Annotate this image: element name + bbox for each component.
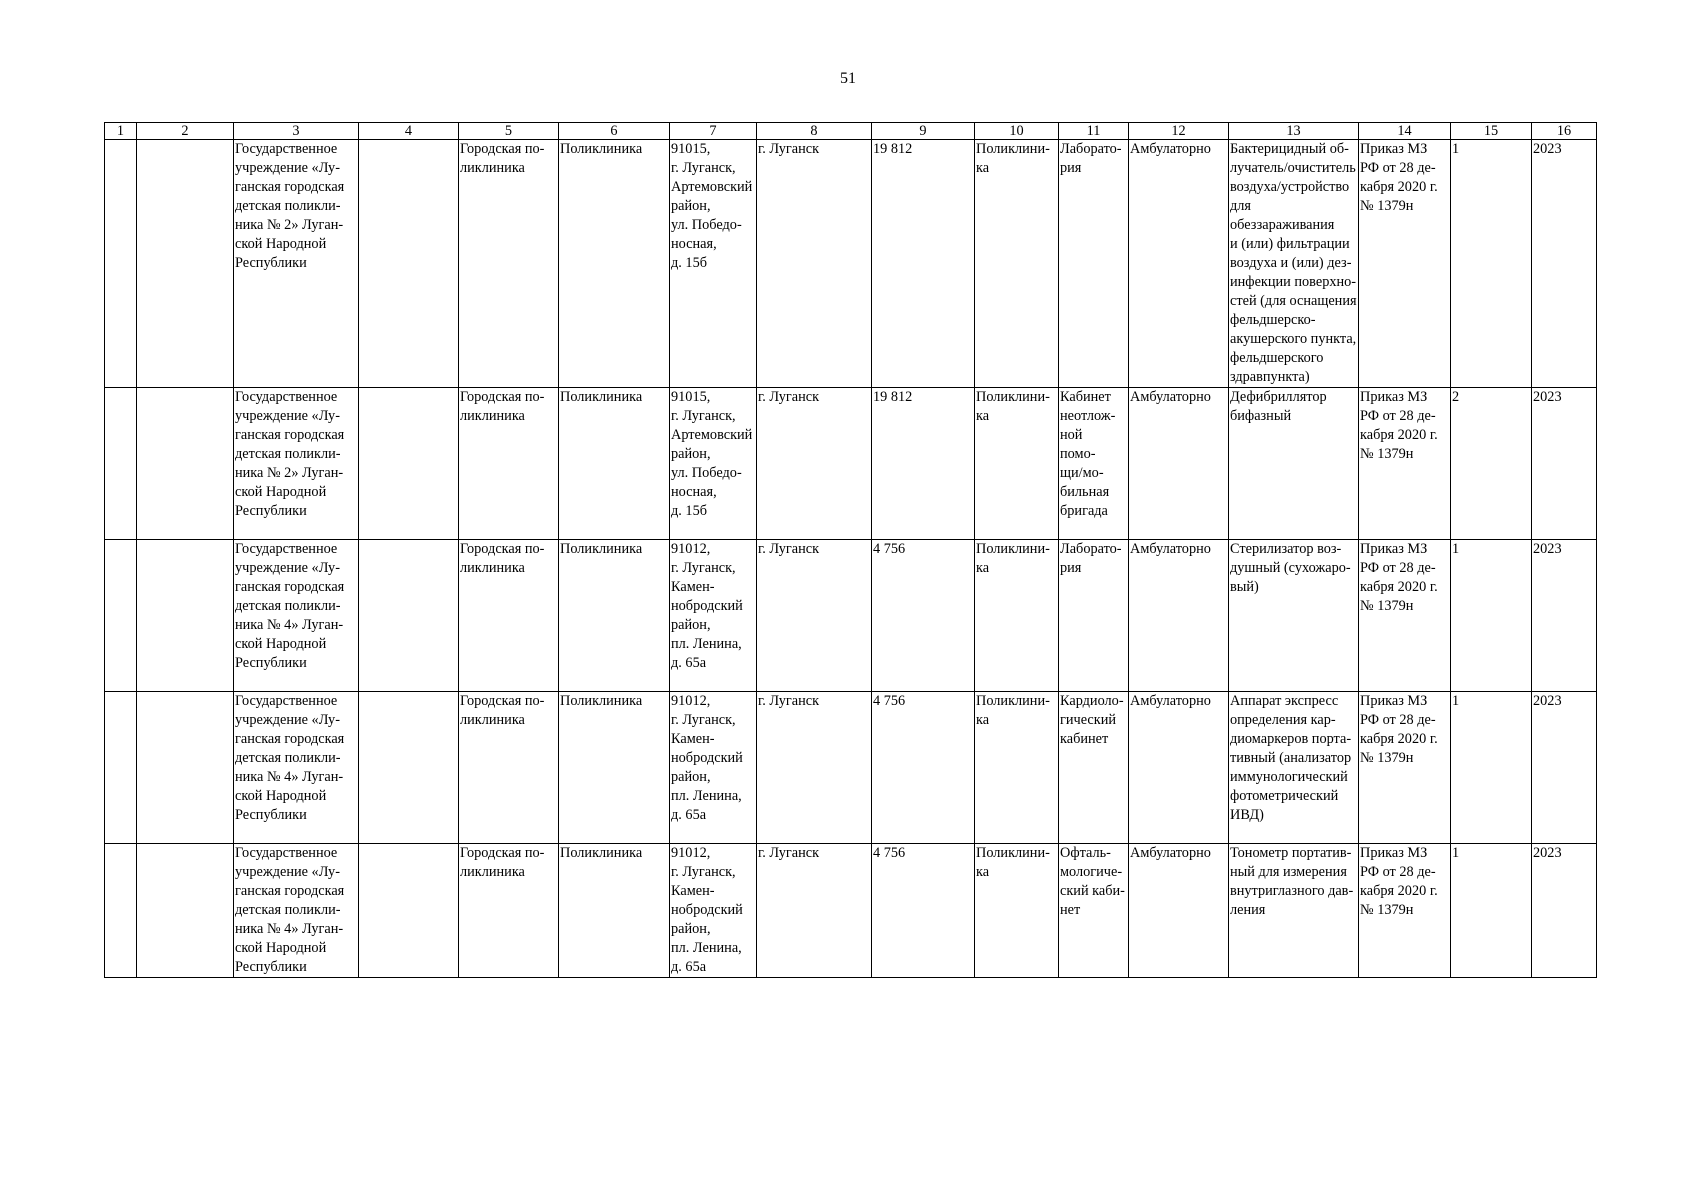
cell-care-mode: Амбулаторно xyxy=(1129,140,1229,388)
cell-department: Поликлини- ка xyxy=(975,388,1059,540)
cell-col-4 xyxy=(359,388,459,540)
cell-quantity: 1 xyxy=(1451,140,1532,388)
cell-room: Кардиоло- гический кабинет xyxy=(1059,692,1129,844)
cell-city: г. Луганск xyxy=(757,540,872,692)
table-row xyxy=(105,140,1597,388)
cell-city: г. Луганск xyxy=(757,844,872,978)
column-header: 3 xyxy=(234,123,359,140)
table-row xyxy=(105,540,1597,692)
cell-equipment: Тонометр портатив- ный для измерения внутриглазного дав- ления xyxy=(1229,844,1359,978)
cell-population: 19 812 xyxy=(872,140,975,388)
cell-population: 4 756 xyxy=(872,844,975,978)
column-header: 4 xyxy=(359,123,459,140)
cell-unit-type: Поликлиника xyxy=(559,140,670,388)
cell-address: 91012, г. Луганск, Камен- нобродский район, пл. Ленина, д. 65а xyxy=(670,692,757,844)
cell-col-4 xyxy=(359,540,459,692)
cell-room: Лаборато- рия xyxy=(1059,540,1129,692)
column-header: 13 xyxy=(1229,123,1359,140)
cell-care-mode: Амбулаторно xyxy=(1129,692,1229,844)
cell-facility-type: Городская по- ликлиника xyxy=(459,844,559,978)
column-header: 6 xyxy=(559,123,670,140)
cell-facility-type: Городская по- ликлиника xyxy=(459,388,559,540)
column-header: 15 xyxy=(1451,123,1532,140)
cell-room: Кабинет неотлож- ной помо- щи/мо- бильная бригада xyxy=(1059,388,1129,540)
cell-room: Лаборато- рия xyxy=(1059,140,1129,388)
cell-population: 19 812 xyxy=(872,388,975,540)
cell-population: 4 756 xyxy=(872,692,975,844)
cell-population: 4 756 xyxy=(872,540,975,692)
column-header: 11 xyxy=(1059,123,1129,140)
cell-institution: Государственное учреждение «Лу- ганская городская детская поликли- ника № 4» Луган- ской Народной Республики xyxy=(234,692,359,844)
cell-department: Поликлини- ка xyxy=(975,540,1059,692)
cell-quantity: 1 xyxy=(1451,540,1532,692)
table-header-row xyxy=(105,123,1597,140)
cell-equipment: Стерилизатор воз- душный (сухожаро- вый) xyxy=(1229,540,1359,692)
cell-institution: Государственное учреждение «Лу- ганская городская детская поликли- ника № 4» Луган- ской Народной Республики xyxy=(234,844,359,978)
cell-col-2 xyxy=(137,388,234,540)
table-row xyxy=(105,388,1597,540)
column-header: 10 xyxy=(975,123,1059,140)
cell-room: Офталь- мологиче- ский каби- нет xyxy=(1059,844,1129,978)
cell-year: 2023 xyxy=(1532,140,1597,388)
cell-order: Приказ МЗ РФ от 28 де- кабря 2020 г. № 1379н xyxy=(1359,540,1451,692)
cell-col-2 xyxy=(137,844,234,978)
cell-year: 2023 xyxy=(1532,388,1597,540)
cell-row-number xyxy=(105,388,137,540)
cell-col-4 xyxy=(359,692,459,844)
cell-department: Поликлини- ка xyxy=(975,844,1059,978)
column-header: 14 xyxy=(1359,123,1451,140)
cell-quantity: 1 xyxy=(1451,692,1532,844)
cell-care-mode: Амбулаторно xyxy=(1129,540,1229,692)
column-header: 7 xyxy=(670,123,757,140)
cell-unit-type: Поликлиника xyxy=(559,540,670,692)
cell-col-4 xyxy=(359,140,459,388)
column-header: 2 xyxy=(137,123,234,140)
cell-col-2 xyxy=(137,692,234,844)
cell-row-number xyxy=(105,844,137,978)
cell-unit-type: Поликлиника xyxy=(559,388,670,540)
cell-unit-type: Поликлиника xyxy=(559,844,670,978)
cell-facility-type: Городская по- ликлиника xyxy=(459,140,559,388)
cell-row-number xyxy=(105,692,137,844)
column-header: 1 xyxy=(105,123,137,140)
cell-quantity: 2 xyxy=(1451,388,1532,540)
cell-col-2 xyxy=(137,140,234,388)
cell-address: 91012, г. Луганск, Камен- нобродский район, пл. Ленина, д. 65а xyxy=(670,844,757,978)
column-header: 12 xyxy=(1129,123,1229,140)
cell-institution: Государственное учреждение «Лу- ганская городская детская поликли- ника № 2» Луган- ской Народной Республики xyxy=(234,388,359,540)
cell-col-2 xyxy=(137,540,234,692)
column-header: 9 xyxy=(872,123,975,140)
cell-year: 2023 xyxy=(1532,540,1597,692)
page-number: 51 xyxy=(840,70,856,87)
cell-row-number xyxy=(105,140,137,388)
cell-facility-type: Городская по- ликлиника xyxy=(459,540,559,692)
cell-address: 91012, г. Луганск, Камен- нобродский район, пл. Ленина, д. 65а xyxy=(670,540,757,692)
cell-equipment: Дефибриллятор бифазный xyxy=(1229,388,1359,540)
cell-department: Поликлини- ка xyxy=(975,140,1059,388)
cell-address: 91015, г. Луганск, Артемовский район, ул. Победо- носная, д. 15б xyxy=(670,388,757,540)
cell-row-number xyxy=(105,540,137,692)
column-header: 8 xyxy=(757,123,872,140)
cell-equipment: Аппарат экспресс определения кар- диомаркеров порта- тивный (анализатор иммунологический фотометрический ИВД) xyxy=(1229,692,1359,844)
equipment-table xyxy=(104,122,1597,978)
cell-institution: Государственное учреждение «Лу- ганская городская детская поликли- ника № 2» Луган- ской Народной Республики xyxy=(234,140,359,388)
cell-quantity: 1 xyxy=(1451,844,1532,978)
cell-unit-type: Поликлиника xyxy=(559,692,670,844)
cell-institution: Государственное учреждение «Лу- ганская городская детская поликли- ника № 4» Луган- ской Народной Республики xyxy=(234,540,359,692)
table-row xyxy=(105,844,1597,978)
cell-department: Поликлини- ка xyxy=(975,692,1059,844)
cell-order: Приказ МЗ РФ от 28 де- кабря 2020 г. № 1379н xyxy=(1359,692,1451,844)
table-row xyxy=(105,692,1597,844)
cell-city: г. Луганск xyxy=(757,140,872,388)
cell-order: Приказ МЗ РФ от 28 де- кабря 2020 г. № 1379н xyxy=(1359,140,1451,388)
cell-care-mode: Амбулаторно xyxy=(1129,844,1229,978)
cell-city: г. Луганск xyxy=(757,692,872,844)
cell-address: 91015, г. Луганск, Артемовский район, ул. Победо- носная, д. 15б xyxy=(670,140,757,388)
column-header: 5 xyxy=(459,123,559,140)
cell-care-mode: Амбулаторно xyxy=(1129,388,1229,540)
cell-facility-type: Городская по- ликлиника xyxy=(459,692,559,844)
cell-year: 2023 xyxy=(1532,844,1597,978)
cell-col-4 xyxy=(359,844,459,978)
column-header: 16 xyxy=(1532,123,1597,140)
cell-city: г. Луганск xyxy=(757,388,872,540)
cell-equipment: Бактерицидный об- лучатель/очиститель воздуха/устройство для обеззараживания и (или) фильтрации воздуха и (или) дез- инфекции поверхно- стей (для оснащения фельдшерско- акушерского пункта, фельдшерского здравпункта) xyxy=(1229,140,1359,388)
cell-year: 2023 xyxy=(1532,692,1597,844)
cell-order: Приказ МЗ РФ от 28 де- кабря 2020 г. № 1379н xyxy=(1359,388,1451,540)
cell-order: Приказ МЗ РФ от 28 де- кабря 2020 г. № 1379н xyxy=(1359,844,1451,978)
